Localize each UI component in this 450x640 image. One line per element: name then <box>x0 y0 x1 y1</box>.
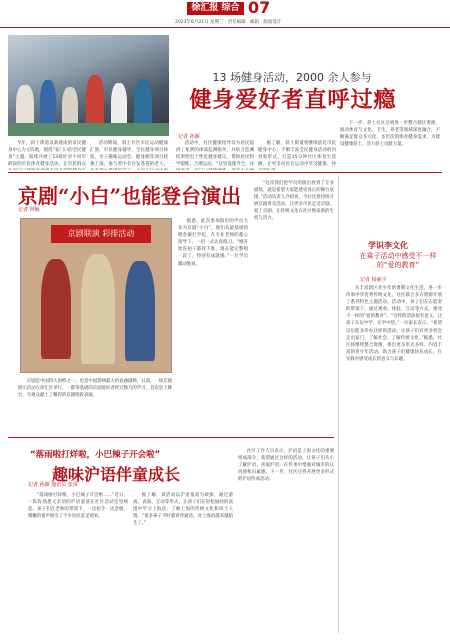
mid-article-col-right: “这次我们把学员的演出放到了专业剧场，就是希望大家能感受真正的舞台氛围。”活动负责人介绍说，今后还将持续开展京剧普及活动，让更多市民走近京剧、爱上京剧，让传统文化在社区焕发新的生机与活力。 <box>254 181 334 222</box>
sidebar-author: 记者 杨丽宇 <box>360 277 387 283</box>
top-article-author: 记者 孙颖 <box>178 134 200 140</box>
top-article-col1: 今年，斜土街道以新建成的市民健身中心为主阵地，围绕“家门口的全民健身”主题，陆续开展了13场针对不同年龄段的市民体育健身活动，让市民群众 <box>8 141 86 168</box>
page-number: 07 <box>248 0 271 17</box>
mid-article-col-left: 京剧是中国四大国粹之一，也是中国影响最大的戏曲剧种。日前，一场京剧展示活动在徐汇区举行，一群零基础的京剧爱好者经过数月的学习，首次登上舞台，为观众献上了精彩的京剧唱段表演。 <box>18 379 172 399</box>
bottom-article-subtitle: “落雨啦打烊啦，小巴辣子开会啦” <box>30 450 161 460</box>
section-tab: 徐汇报 综合 <box>187 2 244 15</box>
section-divider <box>8 172 442 173</box>
mid-article-title: 京剧“小白”也能登台演出 <box>18 184 242 208</box>
mid-article-author: 记者 钟颖 <box>18 207 40 213</box>
peking-opera-photo <box>20 218 172 373</box>
bottom-article-col-mid: 据了解，该活动以沪语童谣为载体，通过游戏、表演、互动等形式，让孩子们在轻松愉快的氛围中学习上海话，了解上海的传统文化和风土人情。“很多孩子平时都讲普通话，对上海话越来越陌生了。” <box>133 493 233 527</box>
mid-article-col-mid: 据悉，此次参加演出的学员大多为京剧“小白”，他们从最基础的唱念做打学起，在专业老师的悉心指导下，一招一式认真练习。“刚开始连拍子都找不准，现在能完整唱一段了，特别有成就感。”一位学员激动地说。 <box>178 219 248 267</box>
bottom-article-author: 记者 孙颖 通讯员 张苗 <box>28 482 78 488</box>
top-article-subtitle: 13 场健身活动，2000 余人参与 <box>212 71 372 84</box>
top-article-col4: 据了解，斜土街道将继续依托市民健身中心，不断丰富全民健身活动的内容和形式，打造15分钟社区体育生活圈，让更多居民在运动中享受健康、快 <box>258 141 336 168</box>
sidebar-title: 在乘子活动中感受不一样的“爱的教育” <box>359 252 437 269</box>
header-rule <box>0 27 450 28</box>
photo-floor <box>8 123 169 136</box>
photo-performer <box>81 254 115 364</box>
fitness-event-photo <box>8 35 169 136</box>
photo-performer <box>125 261 155 361</box>
section-divider <box>8 437 334 438</box>
bottom-article-title: 趣味沪语伴童成长 <box>52 465 181 484</box>
photo-performer <box>41 259 71 359</box>
top-article-col5: 下一步，斜土社区还将进一步整合辖区资源，推动体育与文化、卫生、养老等领域深度融合，不断满足群众多元化、多层次的体育健身需求，为建设健康斜土、活力斜土贡献力量。 <box>340 121 440 148</box>
bottom-article-col-right: 社区工作人员表示，沪语是上海文化的重要组成部分，希望通过这样的活动，让孩子们从小了解沪语、喜爱沪语，在传承中增强对城市的认同感和归属感。下一步，社区还将开展更多形式的沪语传承活动。 <box>238 449 334 483</box>
top-article-col3: 活动中，社区健康指导员为居民提供了免费的体质监测服务，并结合监测结果给出个性化健身建议，帮助居民科学锻炼、合理运动。“这里设施齐全、环 <box>176 141 254 168</box>
photo-banner: 京剧联演 彩排活动 <box>51 225 151 243</box>
top-article-title: 健身爱好者直呼过瘾 <box>189 87 397 113</box>
sidebar-body: 为丰富辖区青少年的暑期文化生活，进一步传承中华优秀传统文化，社区联合多方资源开展了系列特色主题活动。活动中，孩子们在志愿者的带领下，通过观看、体验、互动等方式，感受不一样的“爱的教育”。“这样的活动很有意义，让孩子在玩中学，在学中悟。”一位家长表示。“希望以后能多举办这样的活动，让孩子们有更多机会走出家门，了解社会、了解传统文化。”据悉，社区将继续整合资源，推出更多形式多样、内容丰富的青少年活动，助力孩子们健康快乐成长，在实践中感受成长的意义与乐趣。 <box>346 286 442 362</box>
photo-figure <box>86 75 104 130</box>
dateline: 2023年6月21日 星期三 · 责任编辑 · 邮箱 · 版面设计 <box>175 20 282 25</box>
top-article-col2: 活动期间，斜土社区市民运动健康汇演、市民健身辅导、全民健身项目体验、亲子趣味运动会、健身跑等项目轮番上演。参与者中有白发苍苍的老人， <box>90 141 168 168</box>
sidebar-column-name: 学识李文化 <box>368 241 408 250</box>
bottom-article-col-left: “落雨啦打烊啦，小巴辣子开会啦……”近日，一阵阵熟悉又亲切的沪语童谣在社区活动室里响起。孩子们在老师的带领下，一边拍手一边念唱，稚嫩的童声吸引了不少居民驻足观看。 <box>28 493 128 520</box>
column-divider <box>338 175 339 633</box>
